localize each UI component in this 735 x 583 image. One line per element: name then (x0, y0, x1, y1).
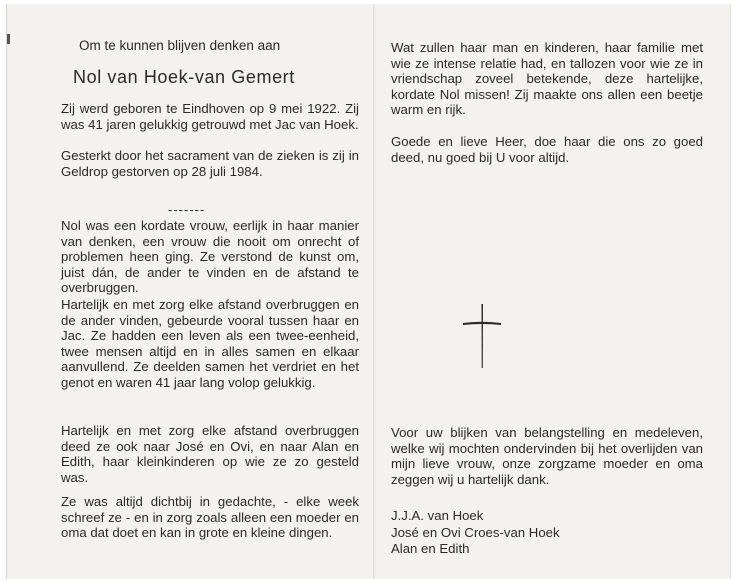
right-paragraph-2: Goede en lieve Heer, doe haar die ons zo goed deed, nu goed bij U voor altijd. (391, 134, 703, 165)
paragraph-4: Ze was altijd dichtbij in gedachte, - elke week schreef ze - en in zorg zoals alleen een moeder en oma dat doet en kan in grote en kleine dingen. (61, 494, 359, 541)
thanks-text: Voor uw blijken van belangstelling en medeleven, welke wij mochten ondervinden bij het overlijden van mijn lieve vrouw, onze zorgzame moeder en oma zeggen wij u hartelijk dank. (391, 425, 703, 487)
paragraph-2: Hartelijk en met zorg elke afstand overbruggen en de ander vinden, gebeurde vooral tussen haar en Jac. Ze hadden een leven als een twee-eenheid, twee mensen altijd en in alles samen en elkaar aanvullend. Ze deelden samen het verdriet en het genot en waren 41 jaar lang volop gelukkig. (61, 297, 359, 390)
right-paragraph-1: Wat zullen haar man en kinderen, haar familie met wie ze intense relatie had, en tallozen voor wie ze in vriendschap zoveel betekende, deze hartelijke, kordate Nol missen! Zij maakte ons allen een beetje warm en rijk. (391, 40, 703, 118)
bio-death: Gesterkt door het sacrament van de zieken is zij in Geldrop gestorven op 28 juli 1984. (61, 148, 359, 179)
separator: ------- (168, 202, 206, 217)
deceased-name: Nol van Hoek-van Gemert (73, 67, 295, 87)
signature-line: J.J.A. van Hoek (391, 508, 484, 523)
cross-icon (461, 302, 503, 372)
intro-line: Om te kunnen blijven denken aan (79, 38, 281, 53)
paragraph-1: Nol was een kordate vrouw, eerlijk in haar manier van denken, een vrouw die nooit om onrecht of problemen heen ging. Ze verstond de kunst om, juist dán, de ander te vinden en de afstand te overbruggen. (61, 218, 359, 296)
signature-line: Alan en Edith (391, 541, 470, 556)
signature-line: José en Ovi Croes-van Hoek (391, 524, 560, 540)
bio-birth: Zij werd geboren te Eindhoven op 9 mei 1922. Zij was 41 jaren gelukkig getrouwd met Jac van Hoek. (61, 101, 359, 132)
edge-mark (7, 34, 10, 44)
signatures (391, 508, 703, 558)
memorial-card (6, 4, 731, 579)
paragraph-3: Hartelijk en met zorg elke afstand overbruggen deed ze ook naar José en Ovi, en naar Alan en Edith, haar kleinkinderen op wie ze zo gesteld was. (61, 423, 359, 485)
card-fold (373, 4, 375, 579)
